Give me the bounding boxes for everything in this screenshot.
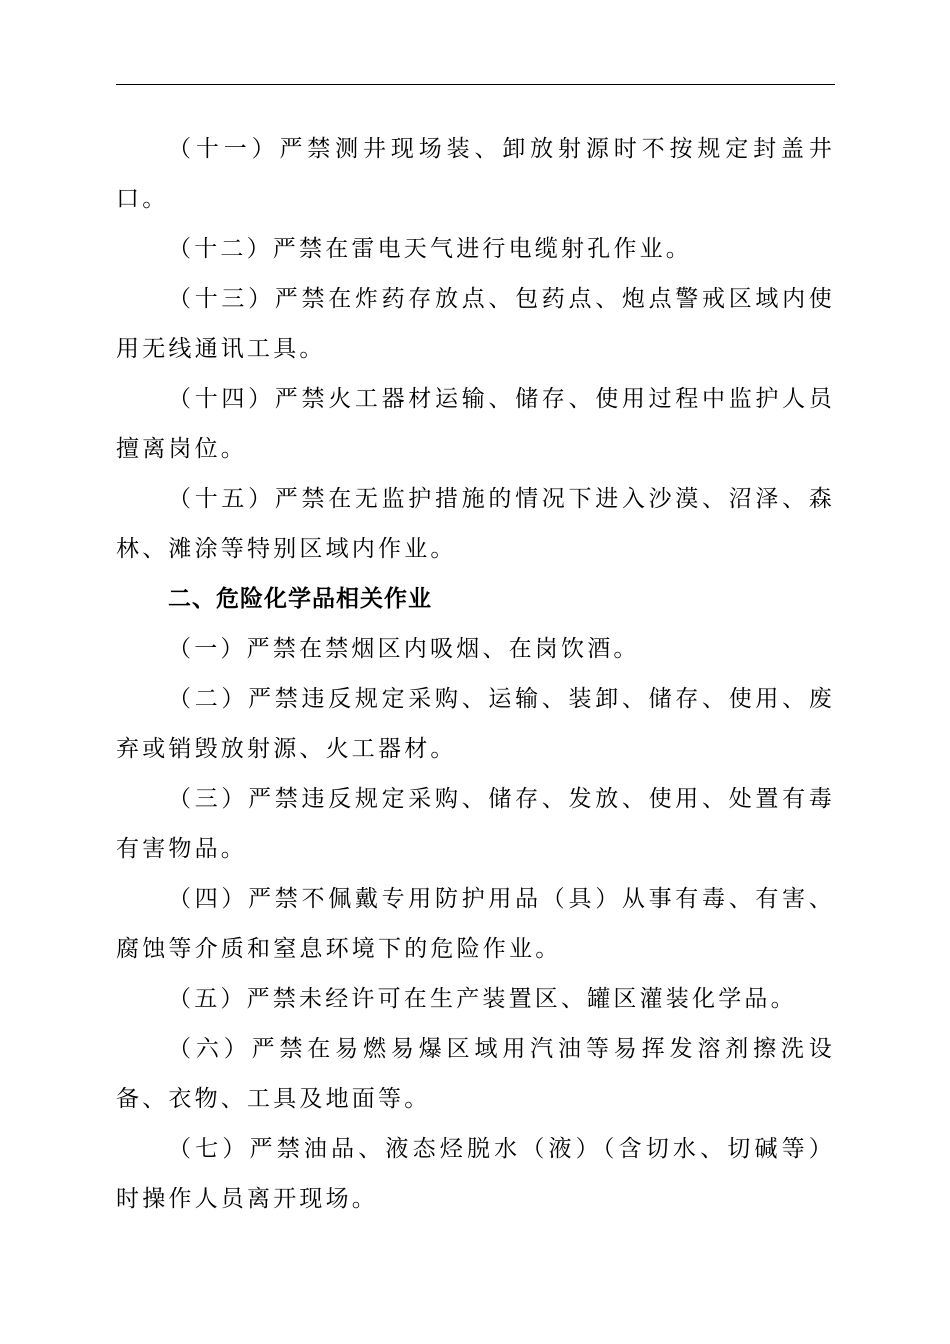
paragraph-item-15: （十五）严禁在无监护措施的情况下进入沙漠、沼泽、森林、滩涂等特别区域内作业。 — [116, 486, 835, 562]
document-body — [116, 124, 835, 1224]
paragraph-item-1: （一）严禁在禁烟区内吸烟、在岗饮酒。 — [168, 636, 640, 662]
paragraph-item-4: （四）严禁不佩戴专用防护用品（具）从事有毒、有害、腐蚀等介质和窒息环境下的危险作业。 — [116, 886, 835, 962]
paragraph-item-13: （十三）严禁在炸药存放点、包药点、炮点警戒区域内使用无线通讯工具。 — [116, 286, 835, 362]
paragraph-item-12: （十二）严禁在雷电天气进行电缆射孔作业。 — [168, 236, 692, 262]
section-heading: 二、危险化学品相关作业 — [168, 586, 432, 612]
paragraph-item-11: （十一）严禁测井现场装、卸放射源时不按规定封盖井口。 — [116, 136, 835, 212]
paragraph-item-6: （六）严禁在易燃易爆区域用汽油等易挥发溶剂擦洗设备、衣物、工具及地面等。 — [116, 1036, 835, 1112]
paragraph-item-14: （十四）严禁火工器材运输、储存、使用过程中监护人员擅离岗位。 — [116, 386, 835, 462]
paragraph-item-2: （二）严禁违反规定采购、运输、装卸、储存、使用、废弃或销毁放射源、火工器材。 — [116, 686, 835, 762]
paragraph-item-5: （五）严禁未经许可在生产装置区、罐区灌装化学品。 — [168, 986, 797, 1012]
header-rule — [116, 84, 835, 85]
paragraph-item-7: （七）严禁油品、液态烃脱水（液）（含切水、切碱等）时操作人员离开现场。 — [116, 1136, 835, 1212]
paragraph-item-3: （三）严禁违反规定采购、储存、发放、使用、处置有毒有害物品。 — [116, 786, 835, 862]
